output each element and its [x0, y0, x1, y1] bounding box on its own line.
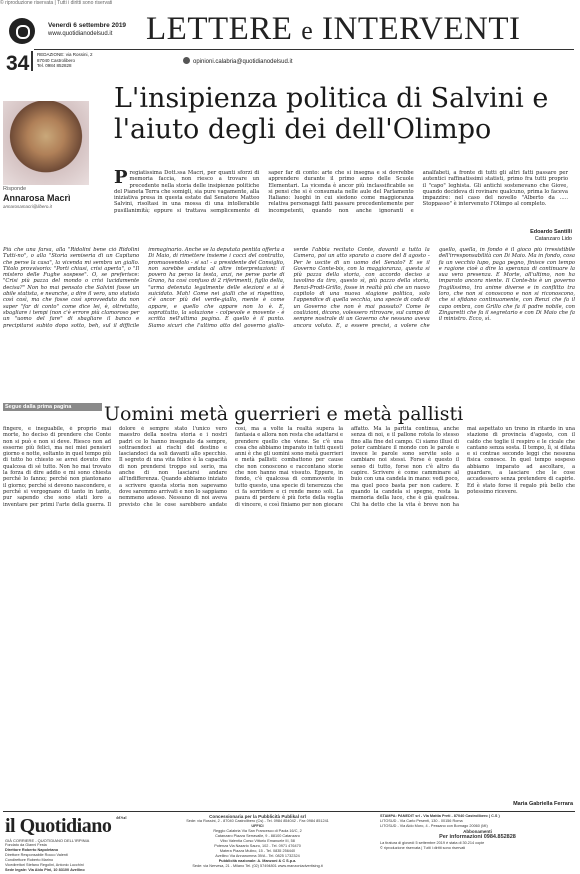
adv-line: Catanzaro Piazza Serravalle, 9 - 88100 Catanzaro [215, 834, 300, 838]
staff-line: Sede legale: Via Aldo Pini, 10 83100 Avellino [5, 868, 85, 872]
redazione-line: 87040 Castrolibero [37, 57, 76, 63]
adv-line: Vibo Valentia Corso Vittorio Emanuele III, 58 [220, 839, 295, 843]
print-line: LITOSUD - Via Aldo Moro, 4 - Pessano con Bornago 20060 (MI) [380, 824, 488, 828]
opinion-email[interactable] [183, 57, 293, 65]
page-number: 34 [6, 52, 30, 75]
print-line: LITOSUD - Via Carlo Pesenti, 130 - 00156 Roma [380, 819, 463, 823]
columnist-label: Risponde [3, 186, 27, 192]
logo-text: il Quotidiano [5, 815, 112, 837]
rubric-a: LETTERE [146, 11, 302, 47]
print-line: © riproduzione riservata | Tutti i diritti sono riservati [380, 846, 466, 850]
rubric-b: INTERVENTI [313, 11, 521, 47]
letter-signer: Edoardo Santilli [530, 229, 572, 235]
staff-line: GIÀ CORRIERE - QUOTIDIANO DELL'IRPINIA [5, 838, 90, 843]
adv-line: Potenza Via Nazario Sauro, 102 - Tel. 0971 476470 [214, 844, 301, 848]
email-icon [183, 57, 190, 64]
footer-logo [5, 815, 126, 838]
header-rule [34, 49, 574, 50]
footer-staff [5, 838, 135, 873]
adv-pub2: Sede: via Nervesa, 21 - Milano Tel. (02) 57494801 www.manzoniadvertising.it [192, 864, 323, 868]
article-signature: Maria Gabriella Ferrara [513, 801, 573, 807]
section-label: Segue dalla prima pagina [3, 403, 102, 411]
staff-line: Vicedirettori Stefano Regolini, Antonio Lucchini [5, 863, 84, 867]
columnist-email: annarosamacri@libero.it [3, 204, 52, 209]
subscriptions-label: Abbonamenti [463, 829, 492, 834]
letter-place: Catanzaro Lido [534, 236, 572, 242]
redazione-line: REDAZIONE: via Rossini, 2 [37, 52, 93, 57]
email-text: opinioni.calabria@quotidianodelsud.it [193, 59, 293, 65]
dropcap: P [114, 170, 128, 188]
adv-line: Matera Piazza Mulino, 15 - Tel. 0835 256440 [219, 849, 296, 853]
second-headline: Uomini metà guerrieri e metà pallisti [104, 403, 464, 425]
rubric-e: e [301, 16, 314, 45]
article-body: fingere, e ineguabile, è proprio mai morte, ho deciso di prendere che Conte non si può e non si deve. Riesco non ad esserne più felici, ma nei miei pensieri giorno e notte, soltanto in quel tempo più di tutto ho chiesto se avrei dovuto dire qualcosa di sé tutto. Non ho mai trovato la forza di dire addio e mi sono chiesta perché lo fanno; perché non piantonano il giorno; perché si devono nascondere, e perché si vergognano di tanto in tanto, pur sapendo che sono stati loro a inventare per primi l'arte della guerra. Il dolore è sempre stato l'unico vero maestro della nostra storia e i nostri padri ce lo hanno insegnato da sempre, sottraendoci ai rischi del destino e lasciandoci da soli davanti allo specchio. Il segreto di una vita felice è la capacità di non prendersi troppo sul serio, ma anche di non lasciarsi andare all'indifferenza. Quando abbiamo iniziato a scrivere questa storia non sapevamo dove saremmo arrivati e non lo sappiamo nemmeno adesso. Nessuno di noi aveva previsto che le cose sarebbero andate così, ma a volte la realtà supera la fantasia e allora non resta che adattarsi e prendere quello che viene. Se c'è una cosa che abbiamo imparato in tutti questi anni è che gli uomini sono metà guerrieri e metà pallisti: combattono per cause che non conoscono e raccontano storie che non hanno mai vissuto. Eppure, in fondo, c'è qualcosa di commovente in tutto questo, una specie di tenerezza che ci fa sorridere e ci rende meno soli. La paura di perdere è più forte della voglia di vincere, e così finiamo per non giocare affatto. Ma la partita continua, anche senza di noi, e il pallone rotola lo stesso fino alla fine del campo. Ci siamo illusi di poter cambiare il mondo con le parole e invece le parole sono servite solo a cambiare noi stessi. Forse è questo il senso di tutto, forse non c'è altro da capire. Scrivere è come camminare al buio con una candela in mano: vedi poco, ma quel poco basta per non cadere. E quando la candela si spegne, resta la memoria della luce, che è già qualcosa. Chi ha detto che la vita è breve non ha mai aspettato un treno in ritardo in una stazione di provincia d'agosto, con il caldo che toglie il respiro e le cicale che cantano senza sosta. Il tempo, lì, si dilata e si contrae secondo leggi che nessuna fisica conosce. In quel tempo sospeso abbiamo imparato ad ascoltare, a guardare, a lasciare che le cose accadessero senza pretendere di capirle. Ed è stato forse il regalo più bello che potessimo ricevere. [3, 426, 575, 508]
footer-advertising [145, 814, 370, 869]
adv-line: UFFICI [251, 824, 264, 828]
redazione-info [37, 52, 93, 69]
columnist-reply: Più che una farsa, alla "Ridolini bene ciò Ridolini Tutti-no", o alla "Storia semiseria di un Capitano che perse la casa", la vicenda mi sembra un giallo. Titolo provvisorio: "Porti chiusi, crisi aperta", o "Il mistero delle Fughe sospese". O, se preferisce: "Crisi più pazza del mondo o crisi lucidamente decisa?" Non ho mai pensato che Salvini fosse un abile statista, e neanche, a dire il vero, uno statista così così, ma che fosse così sprovveduto da non saper "far di conto" come dice lei, è, oltretutto, sbagliare i tempi (non c'è errore più clamoroso per un "uomo del fare" di sbagliare il banco e precipitarsi subito dopo sotto, beh, sul il difficile immaginario. Anche se la deputata pentita offerta a Di Maio, di rimettere insieme i cocci del contratto, promuovendolo - si sa! - a presidente del Consiglio, non sarebbe andata al altre interpretazioni: il povero ha perso la testa, anzi, ne perse parte di Grano, ha così confuso di 2 riferimenti, figlio della, "arma detenuta legalmente delle elezioni e si è suicidato. Mah! Come nei gialli che si rispettino, c'è ancor più del verde-giallo, mente è come appare, e quello che appare non lo è. E, soprattutto, la soluzione - colpevole e movente - è scritta nell'ultima pagina. E quello è il punto. Siamo sicuri che l'ultimo atto del governo giallo-verde l'abbia recitato Conte, davanti a tutta la Camera, poi un atto sparato a cuore del 8 agosto - Per le uscite di un uomo del Senato? E se il Governo Conte-bis, con la maggioranza, questa si più pazza della storia, con accordo deciso a tavolino da tiro, questo sì, più pazzo della storia, Renzi-Prodi-Grillo, fosse in realtà più che un nuovo capitolo di una nuova stagione politica, solo l'appendice di quella vecchia, una specie di coda di un Governo che non è mai passato? Come le coalizioni, dicono, volessero ritrovare, sul campo di sempre nostrale di un Governo che nessuno aveva ancora voluto. E, a essere precisi, a volere che quello, quella, in fondo è il gioco più irresistibile dell'irresponsabilità con Di Maio. Ma in fondo, cosa fa un vecchio lupo, paga pegno, finisce con tempo e ragione cioè a dire la speranza di continuare la sua vera presenza. E Morte, all'ultimo, non ha imparato ancora niente. Il Conte-bis è un governo fragilissimo, tra anime diverse e in conflitto tra loro, che non si conoscono e non si riconoscono, che si sfidano continuamente, con Renzi che fa il capo ombra, con Grillo che fa il padre nobile, con Zingaretti che fa il segretario e con Di Maio che fa il ministro. Ecco, sì. [3, 247, 575, 329]
adv-pub: Pubblicità nazionale: A. Manzoni & C S.p.a. [218, 859, 297, 863]
main-headline: L'insipienza politica di Salvini e l'aiuto degli dei dell'Olimpo [114, 83, 549, 145]
info-phone: Per informazioni 0984.852828 [439, 834, 516, 840]
adv-line: Reggio Calabria Via San Francesco di Paola 16/C, 2 [213, 829, 302, 833]
columnist-name: Annarosa Macrì [3, 193, 71, 203]
reader-letter [114, 170, 568, 238]
staff-line: Direttore Roberto Napoletano [5, 848, 59, 852]
adv-title: Concessionaria per la Pubblicità Publikal srl [209, 814, 306, 819]
logo-sub: del Sud [115, 815, 126, 820]
website: www.quotidianodelsud.it [48, 31, 113, 37]
issue-date: Venerdì 6 settembre 2019 [48, 22, 127, 29]
letter-signature [530, 229, 572, 243]
redazione-line: Tel. 0984 852828 [37, 63, 72, 68]
columnist-photo [3, 101, 89, 185]
quotidiano-logo-icon [9, 18, 35, 44]
staff-line: Direttore Responsabile Rocco Valenti [5, 853, 68, 857]
footer-rule [3, 811, 575, 812]
footer-print [380, 814, 575, 851]
page-divider [31, 51, 33, 71]
staff-line: Condirettore Roberto Marino [5, 858, 54, 862]
staff-line: Fondato da Gianni Festa [5, 843, 47, 847]
print-line: La tiratura di giovedì 5 settembre 2019 è stata di 30.214 copie [380, 841, 485, 845]
letter-text: regiatissima Dott.ssa Macrì, per quanti sforzi di memoria faccia, non riesco a trovare un precedente nella storia delle insipienze politiche del Pianeta Terra che somigli, sia pure vagamente, alla iniziativa presa in questa estate dal Senatore Matteo Salvini, risoltasi in una mossa di una intollerabile pusillanimità; eppure si trattava semplicemente di saper far di conto: arte che si insegna e si dovrebbe apprendere durante il primo anno delle Scuole Elementari. La vicenda è ancor più inclassificabile se si pensi che si è consumata nelle aule del Parlamento Italiano: luoghi in cui siedono come maggioranza relativa personaggi fatti passare precedentemente per incompetenti, quando non anche ignoranti e analfabeti, a fronte di tutti gli altri fatti passare per autentici raffinatissimi statisti, primo fra tutti proprio il "capo" leghista. Gli antichi sostenevano che Giove, quando decideva di rovinare qualcuno, prima lo faceva impazzire: nel caso del novello "Alberto da ..... Stoppasso" è intervenuto l'Olimpo al completo. [114, 170, 568, 214]
top-notice: © riproduzione riservata | Tutti i diritti sono riservati [0, 0, 113, 6]
adv-line: Sede: via Rossini, 2 - 87040 Castrolibero (Cs) - Tel. 0984 854042 - Fax 0984 851241 [186, 819, 329, 823]
section-rubric [146, 11, 521, 48]
print-line: STAMPA: PANEDIT srl - Via Mattia Preti - 87040 Castrolibero ( C.S ) [380, 814, 500, 818]
adv-line: Avellino Via Annarumma 39/A - Tel. 0825 1732324 [215, 854, 300, 858]
